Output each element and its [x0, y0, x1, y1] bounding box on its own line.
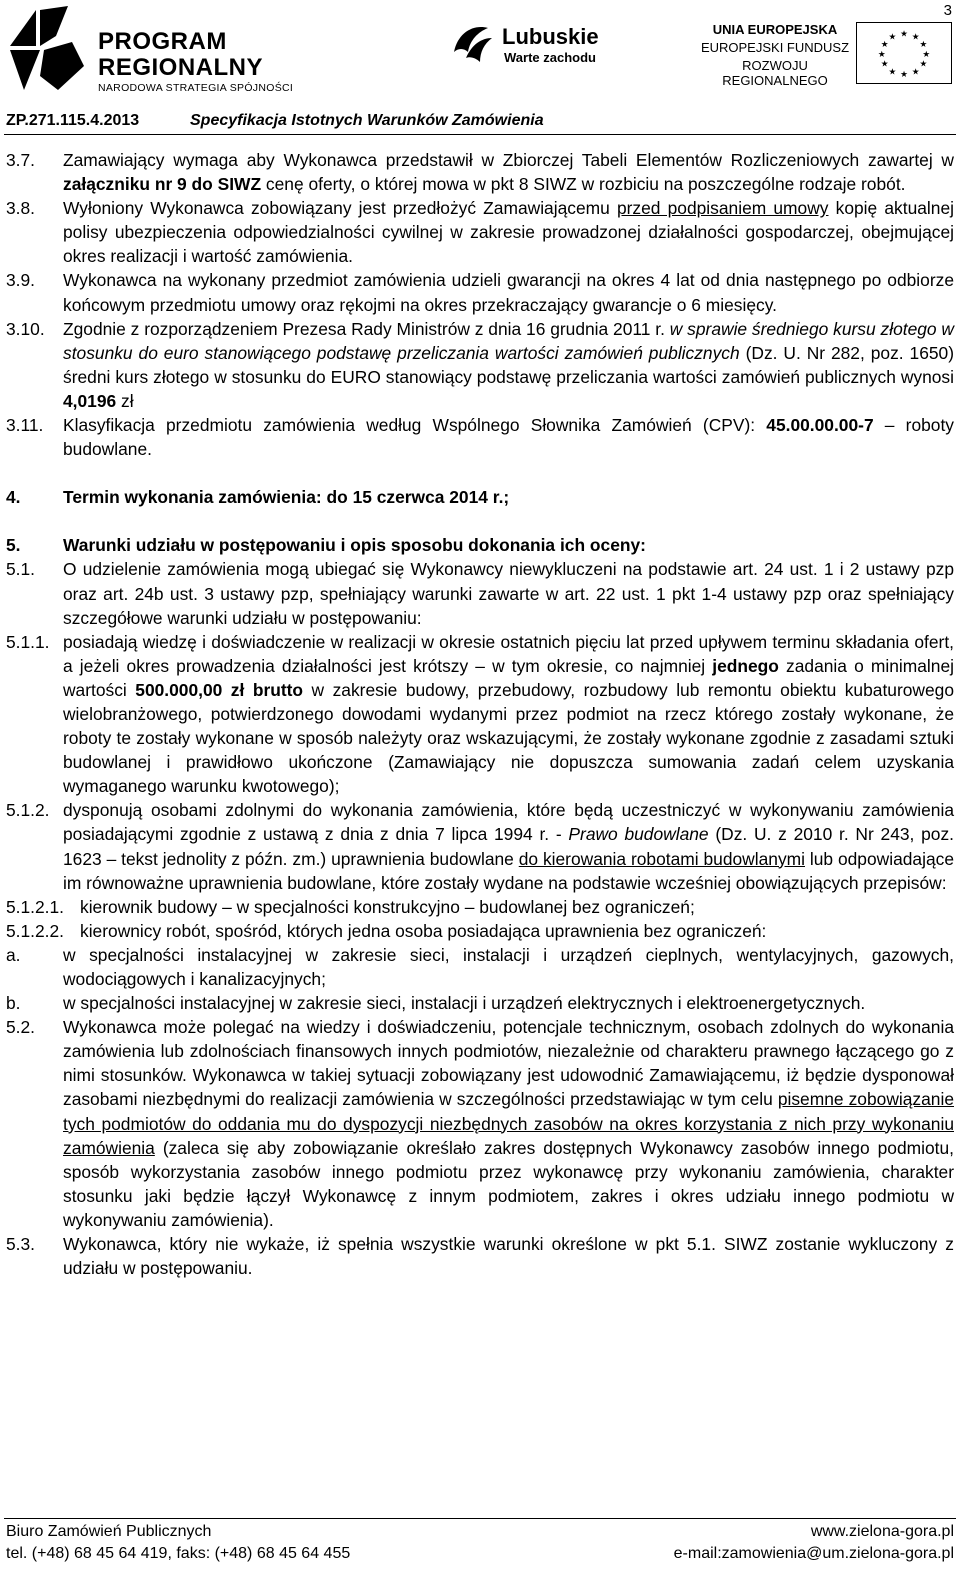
text-run: dysponują osobami zdolnymi do wykonania zamówienia, które będą uczestniczyć w wykonywaniu zamówienia posiadającymi zgodnie z ustawą z dnia z dnia 7 lipca 1994 r. - — [63, 800, 954, 845]
section-number: 5.2. — [6, 1017, 36, 1038]
spacer — [6, 461, 954, 485]
section-text: kierownicy robót, spośród, których jedna osoba posiadająca uprawnienia bez ograniczeń: — [80, 920, 767, 941]
section-3-7 — [6, 148, 954, 196]
section-number: 3.11. — [6, 415, 44, 436]
section-3-8 — [6, 196, 954, 268]
text-run: Zgodnie z rozporządzeniem Prezesa Rady Ministrów z dnia 16 grudnia 2011 r. — [63, 318, 670, 339]
text-run: (zaleca się aby zobowiązanie określało zakres dostępnych Wykonawcy zasobów innego podmiotu, sposób wykorzystania zasobów innego podmiotu przez wykonawcę przy wykonaniu zamówienia, charakter stosunku jaki będzie łączył Wykonawcę z innym podmiotem, zakres i okres udziału innego podmiotu w wykonywaniu zamówienia). — [63, 1137, 954, 1230]
text-run: Wykonawca może polegać na wiedzy i doświadczeniu, potencjale technicznym, osobach zdolnych do wykonania zamówienia lub zdolnościach finansowych innych podmiotów, niezależnie od charakteru prawnego łączącego go z nimi stosunków. Wykonawca w takiej sytuacji zobowiązany jest udowodnić Zamawiającemu, iż będzie dysponował zasobami niezbędnymi do realizacji zamówienia w szczególności przedstawiając w tym celu — [63, 1017, 954, 1110]
section-5-1 — [6, 557, 954, 629]
text-run: w zakresie budowy, przebudowy, rozbudowy lub remontu obiektu kubaturowego wielobranżowego, potwierdzonego dowodami wydanymi przez podmiot na rzecz którego zostały wykonane, że roboty te zostały wykonane w sposób należyty oraz wskazującymi, że zostały wykonane zgodnie z zasadami sztuki budowlanej i prawidłowo ukończone (Zamawiający nie dopuszcza sumowania zadań celem uzyskania wymaganego warunku kwotowego); — [63, 679, 954, 797]
header-divider — [4, 134, 956, 135]
section-number: 5.1.2. — [6, 800, 50, 821]
bold-text: 500.000,00 zł brutto — [135, 679, 304, 700]
section-number: 5.3. — [6, 1234, 36, 1255]
footer-office-name: Biuro Zamówień Publicznych — [6, 1523, 212, 1540]
text-run: (Dz. U. z 2010 r. Nr 243, poz. 1623 – tekst jednolity z późn. zm.) uprawnienia budowlane — [63, 824, 954, 869]
header-logos — [0, 0, 960, 108]
text-run: lub odpowiadające im równoważne uprawnienia budowlane, które zostały wydane na podstawie wcześniej obowiązujących przepisów: — [63, 848, 954, 893]
italic-text: Prawo budowlane — [568, 824, 709, 845]
bold-text: 45.00.00.00-7 — [766, 415, 874, 436]
bold-text: załączniku nr 9 do SIWZ — [63, 174, 262, 195]
section-5-2 — [6, 1015, 954, 1232]
section-number: 4. — [6, 487, 21, 508]
logo-program-line1: PROGRAM — [98, 28, 227, 55]
footer-divider — [4, 1518, 956, 1519]
section-text — [63, 630, 954, 799]
section-5-1-2 — [6, 798, 954, 894]
section-5-3 — [6, 1232, 954, 1280]
text-run: kopię aktualnej polisy ubezpieczenia odpowiedzialności cywilnej w zakresie prowadzonej działalności gospodarczej, obejmującej okres realizacji i wartość zamówienia. — [63, 198, 954, 267]
program-regionalny-mark-icon — [6, 6, 88, 92]
section-3-10 — [6, 317, 954, 413]
logo-unia-europejska — [696, 22, 956, 88]
section-number: 5.1.2.1. — [6, 896, 65, 917]
section-4-heading — [6, 485, 954, 509]
footer-email: e-mail:zamowienia@um.zielona-gora.pl — [673, 1545, 954, 1562]
section-heading: Termin wykonania zamówienia: do 15 czerwca 2014 r.; — [63, 487, 510, 508]
section-text: Wykonawca, który nie wykaże, iż spełnia wszystkie warunki określone w pkt 5.1. SIWZ zostanie wykluczony z udziału w postępowaniu. — [63, 1234, 954, 1279]
logo-program-regionalny — [6, 6, 336, 96]
section-text — [63, 798, 954, 894]
section-text: O udzielenie zamówienia mogą ubiegać się Wykonawcy niewykluczeni na podstawie art. 24 ust. 1 i 2 ustawy pzp oraz art. 24b ust. 3 ustawy pzp, spełniający warunki zawarte w art. 22 ust. 1 pkt 1-4 ustawy pzp oraz spełniający szczegółowe warunki udziału w postępowaniu: — [63, 559, 954, 628]
section-text — [63, 317, 954, 413]
underlined-text: do kierowania robotami budowlanymi — [518, 848, 805, 869]
section-5-1-1 — [6, 630, 954, 799]
logo-lubuskie-line1: Lubuskie — [502, 24, 599, 49]
section-number: 5.1.2.2. — [6, 920, 65, 941]
footer-website: www.zielona-gora.pl — [810, 1523, 954, 1540]
svg-text:★: ★ — [922, 49, 931, 60]
text-run: Wyłoniony Wykonawca zobowiązany jest przedłożyć Zamawiającemu — [63, 198, 617, 219]
logo-lubuskie-line2: Warte zachodu — [504, 50, 596, 65]
eu-flag-stars-icon — [856, 22, 952, 84]
lubuskie-mark-icon — [448, 22, 496, 66]
section-5-heading — [6, 533, 954, 557]
svg-text:★: ★ — [880, 59, 889, 70]
svg-text:★: ★ — [888, 32, 897, 43]
logo-ue-line1: UNIA EUROPEJSKA — [712, 22, 838, 37]
text-run: Klasyfikacja przedmiotu zamówienia według Wspólnego Słownika Zamówień (CPV): — [63, 415, 767, 436]
text-run: zadania o minimalnej wartości — [63, 655, 954, 700]
section-5-1-2-2 — [6, 919, 954, 943]
bold-text: jednego — [712, 655, 779, 676]
section-number: 3.8. — [6, 198, 36, 219]
svg-text:★: ★ — [919, 40, 928, 51]
section-text — [63, 196, 954, 268]
underlined-text: pisemne zobowiązanie tych podmiotów do oddania mu do dyspozycji niezbędnych zasobów na okres korzystania z nich przy wykonaniu zamówienia — [63, 1089, 954, 1158]
logo-program-line3: NARODOWA STRATEGIA SPÓJNOŚCI — [98, 82, 294, 94]
logo-lubuskie — [448, 22, 618, 72]
footer-phone-fax: tel. (+48) 68 45 64 419, faks: (+48) 68 45 64 455 — [6, 1545, 351, 1562]
section-text: kierownik budowy – w specjalności konstrukcyjno – budowlanej bez ograniczeń; — [80, 896, 695, 917]
svg-text:★: ★ — [919, 59, 928, 70]
section-number: 5.1.1. — [6, 631, 50, 652]
text-run: posiadają wiedzę i doświadczenie w realizacji w okresie ostatnich pięciu lat przed upływem terminu składania ofert, a jeżeli okres prowadzenia działalności jest krótszy – w tym okresie, co najmniej — [63, 631, 954, 676]
list-item-b — [6, 991, 954, 1015]
list-marker: a. — [6, 944, 21, 965]
svg-text:★: ★ — [911, 67, 920, 78]
section-text — [63, 1015, 954, 1232]
section-3-9 — [6, 268, 954, 316]
list-item-a — [6, 943, 954, 991]
section-3-11 — [6, 413, 954, 461]
document-reference: ZP.271.115.4.2013 — [6, 112, 140, 129]
text-run: (Dz. U. Nr 282, poz. 1650) średni kurs złotego w stosunku do EURO stanowiący podstawę przeliczania wartości zamówień publicznych wynosi — [63, 342, 954, 387]
svg-text:★: ★ — [888, 67, 897, 78]
bold-text: 4,0196 — [63, 390, 117, 411]
logo-program-line2: REGIONALNY — [98, 54, 264, 81]
svg-text:★: ★ — [900, 29, 908, 40]
italic-text: w sprawie średniego kursu złotego w stosunku do euro stanowiącego podstawę przeliczania wartości zamówień publicznych — [63, 318, 954, 363]
section-number: 3.10. — [6, 318, 45, 339]
document-title: Specyfikacja Istotnych Warunków Zamówienia — [190, 112, 544, 129]
section-number: 3.7. — [6, 150, 36, 170]
logo-ue-line2: EUROPEJSKI FUNDUSZ — [700, 40, 850, 55]
section-5-1-2-1 — [6, 895, 954, 919]
svg-text:★: ★ — [900, 70, 908, 81]
underlined-text: przed podpisaniem umowy — [616, 198, 829, 219]
svg-text:★: ★ — [880, 40, 889, 51]
section-number: 3.9. — [6, 270, 36, 291]
logo-ue-line3: ROZWOJU REGIONALNEGO — [722, 58, 828, 88]
text-run: zł — [116, 390, 134, 411]
document-body — [6, 148, 954, 1280]
list-text: w specjalności instalacyjnej w zakresie sieci, instalacji i urządzeń cieplnych, wentylacyjnych, gazowych, wodociągowych i kanalizacyjnych; — [63, 944, 954, 989]
section-text — [63, 413, 954, 461]
section-text — [63, 148, 954, 196]
page-number: 3 — [943, 2, 952, 19]
list-marker: b. — [6, 993, 21, 1014]
spacer — [6, 509, 954, 533]
text-run: Zamawiający wymaga aby Wykonawca przedstawił w Zbiorczej Tabeli Elementów Rozliczeniowych zawartej w — [63, 150, 954, 170]
text-run: cenę oferty, o której mowa w pkt 8 SIWZ w rozbiciu na poszczególne rodzaje robót. — [261, 174, 906, 195]
svg-text:★: ★ — [877, 49, 886, 60]
section-heading: Warunki udziału w postępowaniu i opis sposobu dokonania ich oceny: — [63, 535, 646, 556]
list-text: w specjalności instalacyjnej w zakresie sieci, instalacji i urządzeń elektrycznych i elektroenergetycznych. — [63, 993, 866, 1014]
section-number: 5.1. — [6, 559, 36, 580]
section-number: 5. — [6, 535, 21, 556]
text-run: – roboty budowlane. — [63, 415, 955, 460]
section-text: Wykonawca na wykonany przedmiot zamówienia udzieli gwarancji na okres 4 lat od dnia następnego po odbiorze końcowym przedmiotu umowy oraz rękojmi na okres przekraczający gwarancje o 6 miesięcy. — [63, 270, 954, 315]
svg-text:★: ★ — [911, 32, 920, 43]
